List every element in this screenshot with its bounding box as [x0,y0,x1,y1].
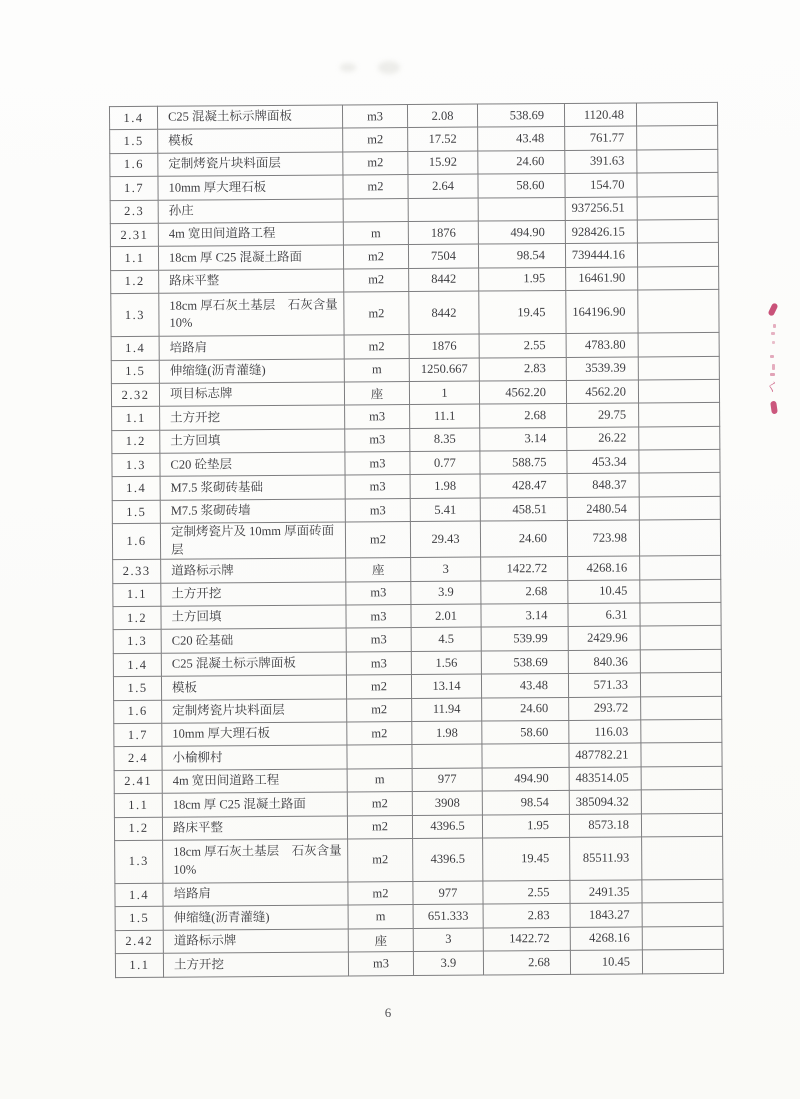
quantity-cell: 11.1 [410,404,480,428]
blank-cell [640,649,721,673]
quantity-cell: 4396.5 [413,838,483,881]
item-name-cell: C25 混凝土标示牌面板 [157,105,342,130]
blank-cell [641,813,722,837]
quantity-cell: 15.92 [408,151,478,175]
unit-cell: m3 [345,475,410,499]
unit-cell: m [344,358,409,382]
blank-cell [641,766,722,790]
red-stamp-mark [771,332,775,335]
total-cell: 1120.48 [564,103,636,127]
quantity-cell: 1.98 [412,721,482,745]
unit-cell: m3 [348,952,413,976]
unit-price-cell: 3.14 [481,603,568,627]
unit-price-cell: 494.90 [482,767,569,791]
blank-cell [637,243,718,267]
total-cell: 928426.15 [565,220,637,244]
item-name-cell: 18cm 厚 C25 混凝土路面 [158,245,343,270]
total-cell: 154.70 [565,173,637,197]
item-no-cell: 1.1 [114,793,162,817]
total-cell: 4783.80 [566,333,638,357]
unit-price-cell: 19.45 [483,837,570,881]
unit-cell [343,198,408,222]
unit-price-cell: 2.83 [479,357,566,381]
item-no-cell: 1.6 [110,153,158,177]
item-name-cell: 路床平整 [162,816,347,841]
unit-price-cell: 1.95 [482,814,569,838]
item-name-cell: 模板 [161,675,346,700]
red-stamp-mark [770,373,775,376]
blank-cell [642,879,723,903]
unit-price-cell [482,744,569,768]
blank-cell [637,149,718,173]
unit-price-cell: 428.47 [480,474,567,498]
item-name-cell: 孙庄 [158,199,343,224]
item-no-cell: 1.5 [112,500,160,524]
unit-price-cell: 2.68 [481,580,568,604]
unit-cell: m3 [346,651,411,675]
unit-cell: m2 [344,292,409,335]
item-no-cell: 1.3 [112,453,160,477]
blank-cell [640,579,721,603]
item-no-cell: 2.42 [115,930,163,954]
red-stamp-glyph: く [764,378,780,396]
blank-cell [641,696,722,720]
blank-cell [638,290,719,334]
unit-cell: m2 [343,151,408,175]
item-name-cell: 培路肩 [159,335,344,360]
item-no-cell: 1.2 [113,606,161,630]
unit-price-cell: 494.90 [478,220,565,244]
unit-price-cell: 2.55 [483,880,570,904]
quantity-cell: 4.5 [411,627,481,651]
quantity-cell: 11.94 [412,698,482,722]
item-name-cell: 10mm 厚大理石板 [158,175,343,200]
item-no-cell: 1.1 [113,583,161,607]
unit-cell: m3 [342,105,407,129]
unit-cell: 座 [344,381,409,405]
quantity-cell: 2.64 [408,174,478,198]
unit-cell: m3 [345,428,410,452]
unit-price-cell: 24.60 [480,521,567,558]
unit-price-cell: 43.48 [478,127,565,151]
unit-cell: m2 [348,838,413,881]
unit-price-cell: 458.51 [480,497,567,521]
item-name-cell: 4m 宽田间道路工程 [162,769,347,794]
item-no-cell: 1.5 [110,130,158,154]
page-number: 6 [384,1005,392,1020]
item-no-cell: 1.3 [115,840,163,883]
item-no-cell: 2.31 [110,223,158,247]
cost-table [109,102,724,978]
blank-cell [641,790,722,814]
quantity-cell: 29.43 [410,521,480,557]
total-cell: 8573.18 [569,813,641,837]
total-cell: 10.45 [568,580,640,604]
blank-cell [639,403,720,427]
unit-cell: m2 [343,175,408,199]
unit-price-cell: 2.83 [483,904,570,928]
item-name-cell: 土方开挖 [161,582,346,607]
item-name-cell: 18cm 厚 C25 混凝土路面 [162,792,347,817]
blank-cell [639,449,720,473]
item-name-cell: C20 砼垫层 [160,452,345,477]
unit-price-cell: 24.60 [482,697,569,721]
item-no-cell: 2.4 [114,747,162,771]
quantity-cell: 1250.667 [409,358,479,382]
blank-cell [639,520,720,557]
blank-cell [640,626,721,650]
item-no-cell: 1.2 [114,817,162,841]
blank-cell [642,926,723,950]
total-cell: 2480.54 [567,497,639,521]
unit-cell: m3 [346,581,411,605]
cost-table-body [109,102,723,977]
unit-cell: m2 [343,128,408,152]
item-name-cell: 培路肩 [163,882,348,907]
blank-cell [636,102,717,126]
total-cell: 29.75 [567,403,639,427]
item-name-cell: 道路标示牌 [163,929,348,954]
scan-smudge [378,61,400,74]
unit-cell [347,745,412,769]
quantity-cell: 3 [413,928,483,952]
quantity-cell: 0.77 [410,451,480,475]
blank-cell [640,602,721,626]
quantity-cell: 13.14 [411,674,481,698]
unit-cell: m2 [347,698,412,722]
unit-price-cell: 1422.72 [481,557,568,581]
blank-cell [639,473,720,497]
total-cell: 4562.20 [566,380,638,404]
quantity-cell: 1876 [408,221,478,245]
unit-price-cell: 539.99 [481,627,568,651]
unit-cell: m [348,905,413,929]
item-no-cell: 1.2 [111,270,159,294]
unit-price-cell: 58.60 [478,174,565,198]
item-no-cell: 1.1 [110,247,158,271]
total-cell: 6.31 [568,603,640,627]
item-name-cell: 4m 宽田间道路工程 [158,222,343,247]
total-cell: 2491.35 [570,880,642,904]
unit-price-cell: 1.95 [479,267,566,291]
unit-price-cell: 4562.20 [479,380,566,404]
unit-price-cell: 43.48 [481,674,568,698]
item-no-cell: 2.3 [110,200,158,224]
total-cell: 483514.05 [569,767,641,791]
blank-cell [640,673,721,697]
blank-cell [641,719,722,743]
quantity-cell: 3908 [412,791,482,815]
blank-cell [640,556,721,580]
total-cell: 3539.39 [566,356,638,380]
item-no-cell: 1.6 [112,524,160,560]
table-row [112,520,720,560]
total-cell: 164196.90 [566,290,638,334]
blank-cell [637,219,718,243]
quantity-cell: 977 [413,881,483,905]
quantity-cell: 8442 [409,268,479,292]
scan-smudge [340,63,356,72]
unit-price-cell: 538.69 [481,650,568,674]
unit-cell: m2 [344,335,409,359]
total-cell: 10.45 [570,950,642,974]
item-name-cell: 土方回填 [160,429,345,454]
item-no-cell: 1.5 [115,907,163,931]
item-no-cell: 2.33 [113,560,161,584]
unit-cell: m2 [343,245,408,269]
item-name-cell: C20 砼基础 [161,628,346,653]
item-no-cell: 1.1 [112,407,160,431]
blank-cell [637,173,718,197]
unit-price-cell: 2.55 [479,334,566,358]
unit-cell: m3 [345,405,410,429]
total-cell: 840.36 [568,650,640,674]
item-name-cell: 路床平整 [159,269,344,294]
blank-cell [642,949,723,973]
quantity-cell: 651.333 [413,904,483,928]
total-cell: 487782.21 [569,743,641,767]
quantity-cell: 977 [412,768,482,792]
quantity-cell [408,198,478,222]
item-name-cell: C25 混凝土标示牌面板 [161,652,346,677]
unit-cell: m [343,222,408,246]
total-cell: 571.33 [568,673,640,697]
quantity-cell [412,744,482,768]
unit-price-cell: 2.68 [480,404,567,428]
quantity-cell: 2.01 [411,604,481,628]
total-cell: 2429.96 [568,626,640,650]
item-name-cell: 土方开挖 [163,952,348,977]
unit-price-cell: 98.54 [478,244,565,268]
table-row [115,949,723,977]
total-cell: 4268.16 [568,556,640,580]
quantity-cell: 8442 [409,291,479,334]
blank-cell [637,196,718,220]
item-name-cell: 定制烤瓷片及 10mm 厚面砖面层 [160,522,345,559]
unit-cell: m3 [346,628,411,652]
total-cell: 848.37 [567,473,639,497]
blank-cell [639,496,720,520]
item-no-cell: 1.4 [111,336,159,360]
unit-price-cell: 98.54 [482,791,569,815]
quantity-cell: 8.35 [410,428,480,452]
total-cell: 293.72 [569,697,641,721]
blank-cell [638,356,719,380]
quantity-cell: 3.9 [413,951,483,975]
total-cell: 16461.90 [566,267,638,291]
unit-price-cell: 538.69 [477,103,564,127]
quantity-cell: 2.08 [407,104,477,128]
blank-cell [638,379,719,403]
unit-cell: m3 [345,452,410,476]
quantity-cell: 1.56 [411,651,481,675]
unit-price-cell: 58.60 [482,720,569,744]
item-name-cell: M7.5 浆砌砖基础 [160,475,345,500]
blank-cell [641,743,722,767]
item-no-cell: 1.4 [112,477,160,501]
item-name-cell: 道路标示牌 [161,558,346,583]
total-cell: 453.34 [567,450,639,474]
unit-cell: m2 [347,815,412,839]
item-no-cell: 1.3 [113,630,161,654]
quantity-cell: 17.52 [408,127,478,151]
quantity-cell: 7504 [408,244,478,268]
item-no-cell: 1.3 [111,293,159,336]
item-name-cell: 18cm 厚石灰土基层 石灰含量 10% [159,292,344,336]
unit-cell: m3 [345,498,410,522]
total-cell: 739444.16 [565,243,637,267]
item-no-cell: 1.6 [114,700,162,724]
blank-cell [642,836,723,880]
item-no-cell: 1.4 [113,653,161,677]
item-no-cell: 2.32 [111,383,159,407]
item-no-cell: 1.7 [110,176,158,200]
unit-cell: m2 [347,722,412,746]
unit-price-cell: 24.60 [478,150,565,174]
item-name-cell: 土方开挖 [160,405,345,430]
unit-cell: 座 [348,928,413,952]
quantity-cell: 1 [409,381,479,405]
red-stamp-mark [770,401,778,415]
total-cell: 937256.51 [565,197,637,221]
item-name-cell: 10mm 厚大理石板 [162,722,347,747]
red-stamp-mark [770,355,774,358]
red-stamp-mark [767,302,778,316]
item-name-cell: 伸缩缝(沥青灌缝) [159,359,344,384]
quantity-cell: 1.98 [410,475,480,499]
item-no-cell: 1.4 [109,106,157,130]
unit-price-cell: 2.68 [483,951,570,975]
item-no-cell: 1.5 [111,360,159,384]
item-name-cell: 模板 [158,128,343,153]
total-cell: 116.03 [569,720,641,744]
item-name-cell: 定制烤瓷片块料面层 [162,699,347,724]
item-no-cell: 1.5 [113,676,161,700]
total-cell: 391.63 [565,150,637,174]
unit-cell: m3 [346,605,411,629]
item-no-cell: 1.1 [115,953,163,977]
blank-cell [642,903,723,927]
unit-price-cell [478,197,565,221]
quantity-cell: 1876 [409,334,479,358]
total-cell: 723.98 [567,520,639,557]
unit-price-cell: 588.75 [480,451,567,475]
item-name-cell: 土方回填 [161,605,346,630]
unit-cell: 座 [346,558,411,582]
unit-price-cell: 3.14 [480,427,567,451]
total-cell: 85511.93 [570,837,642,881]
blank-cell [638,266,719,290]
unit-cell: m2 [348,881,413,905]
unit-cell: m2 [345,522,410,558]
item-name-cell: 定制烤瓷片块料面层 [158,152,343,177]
item-name-cell: 项目标志牌 [159,382,344,407]
blank-cell [639,426,720,450]
table-row [115,836,723,883]
total-cell: 385094.32 [569,790,641,814]
item-name-cell: 18cm 厚石灰土基层 石灰含量 10% [163,839,348,883]
item-name-cell: 小榆柳村 [162,745,347,770]
quantity-cell: 3.9 [411,581,481,605]
table-row [111,290,719,337]
quantity-cell: 4396.5 [412,815,482,839]
unit-cell: m [347,768,412,792]
blank-cell [637,126,718,150]
total-cell: 1843.27 [570,903,642,927]
unit-price-cell: 1422.72 [483,927,570,951]
item-no-cell: 1.2 [112,430,160,454]
quantity-cell: 5.41 [410,498,480,522]
red-stamp-mark [772,341,775,344]
item-no-cell: 1.7 [114,723,162,747]
unit-cell: m2 [347,792,412,816]
unit-price-cell: 19.45 [479,291,566,335]
total-cell: 26.22 [567,427,639,451]
red-stamp-mark [773,324,776,328]
red-stamp-mark [772,364,775,370]
quantity-cell: 3 [411,557,481,581]
item-no-cell: 1.4 [115,883,163,907]
total-cell: 4268.16 [570,927,642,951]
item-no-cell: 2.41 [114,770,162,794]
item-name-cell: M7.5 浆砌砖墙 [160,499,345,524]
blank-cell [638,333,719,357]
item-name-cell: 伸缩缝(沥青灌缝) [163,905,348,930]
unit-cell: m2 [346,675,411,699]
total-cell: 761.77 [565,126,637,150]
unit-cell: m2 [344,268,409,292]
